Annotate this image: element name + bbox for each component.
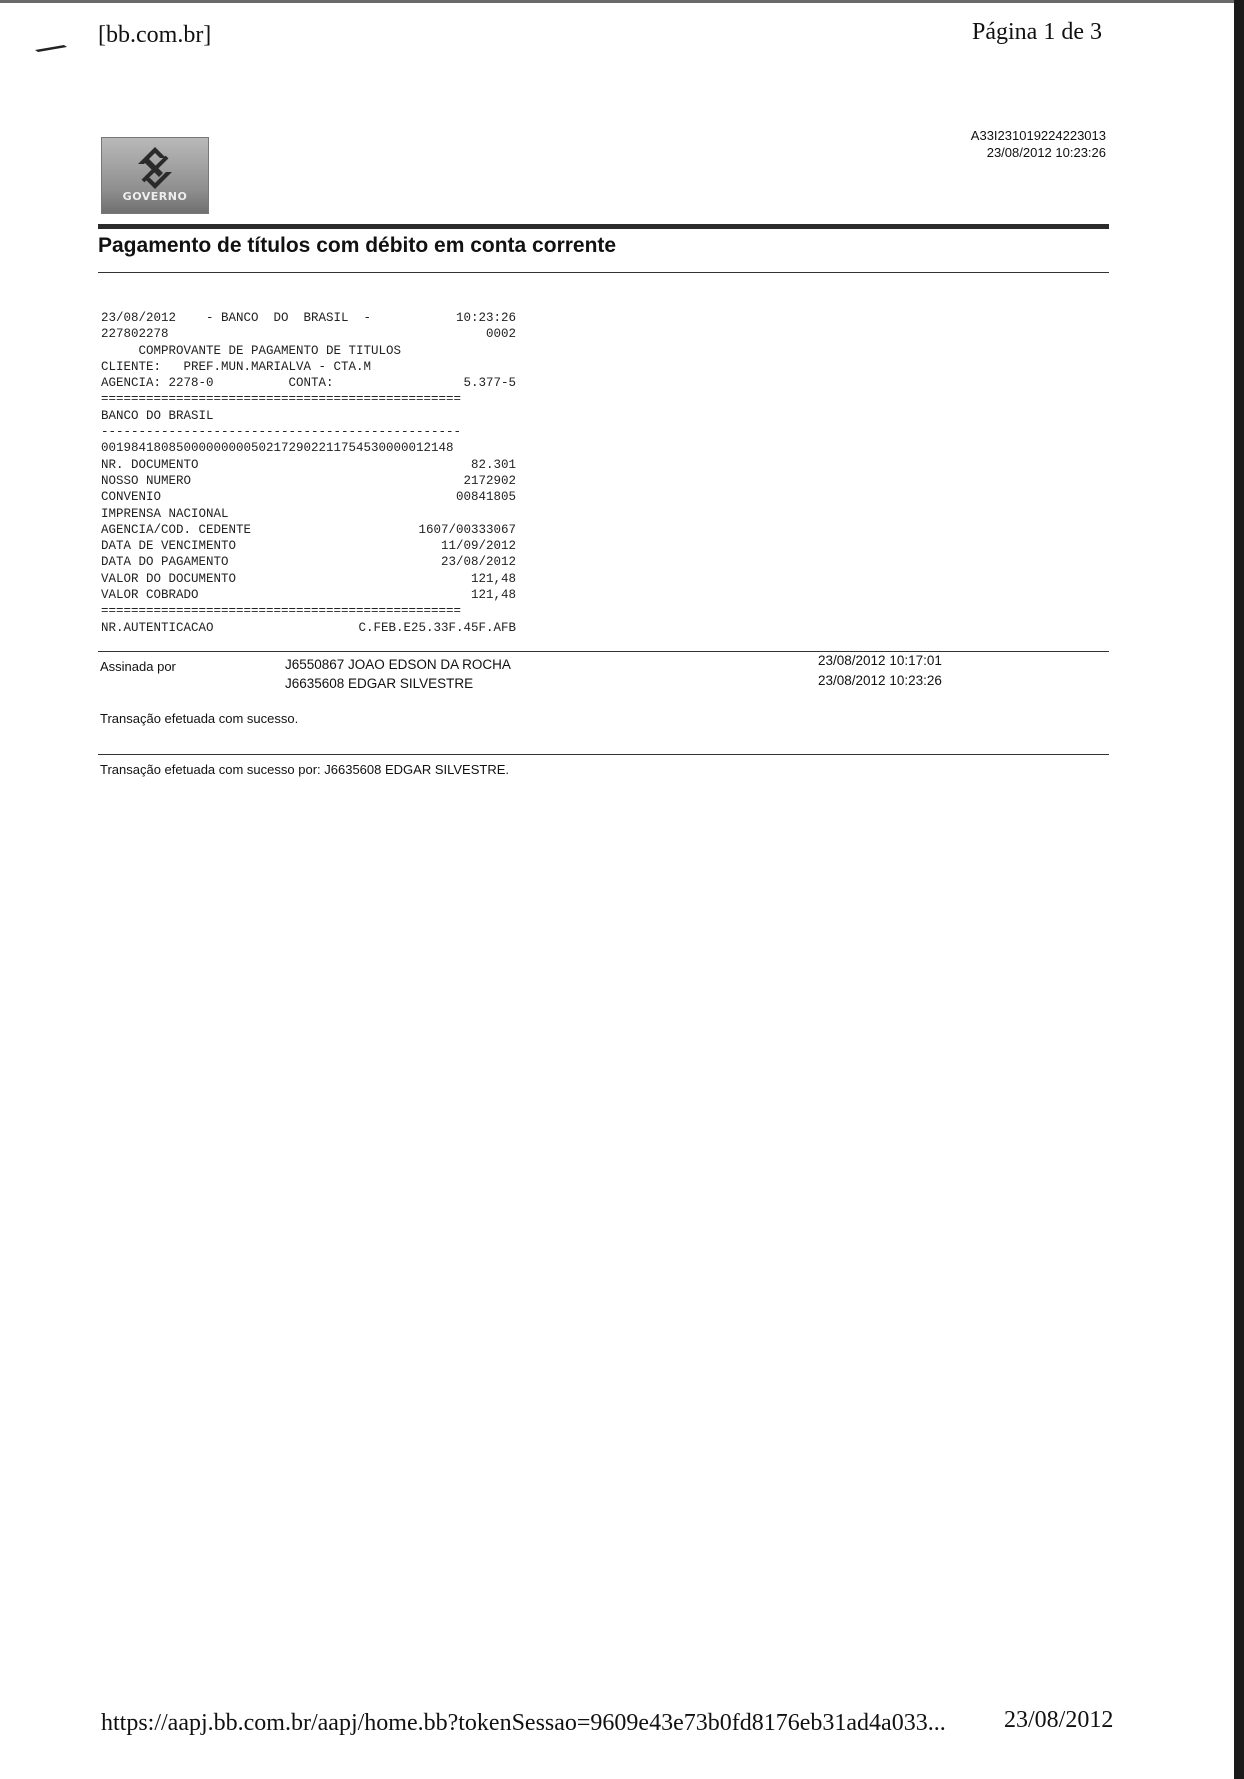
receipt-line-value: 10:23:26 (455, 311, 516, 325)
receipt-line (101, 538, 516, 554)
receipt-line (101, 457, 516, 473)
signer-name: J6635608 EDGAR SILVESTRE (285, 676, 474, 691)
pen-mark-icon (34, 44, 68, 52)
signer-name: J6550867 JOAO EDSON DA ROCHA (285, 657, 511, 672)
success-message: Transação efetuada com sucesso. (100, 711, 299, 726)
receipt-line (101, 343, 516, 359)
bank-logo (101, 137, 209, 214)
scan-edge-right (1234, 0, 1244, 1779)
receipt-line-value: 82.301 (470, 457, 516, 472)
receipt-line (101, 489, 516, 505)
receipt-line-label: NOSSO NUMERO (101, 473, 192, 488)
receipt-line (101, 391, 516, 407)
receipt-line (101, 506, 516, 522)
receipt-line-label: ================================================ (101, 604, 462, 619)
document-datetime: 23/08/2012 10:23:26 (986, 145, 1106, 160)
receipt-line (101, 359, 516, 375)
receipt-line-label: COMPROVANTE DE PAGAMENTO DE TITULOS (101, 343, 402, 358)
title-divider (98, 272, 1109, 273)
receipt-line (101, 522, 516, 538)
header-divider (98, 224, 1109, 229)
receipt-line-label: NR.AUTENTICACAO (101, 620, 214, 635)
receipt-line-value: 2172902 (463, 473, 516, 488)
receipt-line-label: VALOR COBRADO (101, 588, 199, 603)
receipt-line-label: ------------------------------------------------ (101, 425, 462, 440)
receipt-line-value: 0002 (485, 327, 516, 342)
receipt-line-label: AGENCIA: 2278-0 CONTA: (101, 376, 334, 391)
signer-timestamp: 23/08/2012 10:17:01 (818, 653, 942, 668)
logo-text: GOVERNO (122, 190, 188, 203)
browser-host: [bb.com.br] (98, 22, 212, 48)
receipt-line-label: 23/08/2012 - BANCO DO BRASIL - (101, 311, 372, 325)
receipt-line-label: IMPRENSA NACIONAL (101, 506, 229, 521)
final-status-message: Transação efetuada com sucesso por: J6635608 EDGAR SILVESTRE. (100, 762, 509, 777)
receipt-line-value: 11/09/2012 (440, 539, 516, 554)
receipt-line-label: NR. DOCUMENTO (101, 457, 199, 472)
receipt-line-value: 121,48 (470, 571, 516, 586)
receipt-line-label: 227802278 (101, 327, 169, 342)
receipt-line-label: VALOR DO DOCUMENTO (101, 571, 237, 586)
receipt-line (101, 587, 516, 603)
document-id: A33I231019224223013 (970, 128, 1106, 143)
final-divider (98, 754, 1109, 755)
receipt-line (101, 473, 516, 489)
receipt-line-label: CONVENIO (101, 490, 162, 505)
receipt-line-value: C.FEB.E25.33F.45F.AFB (358, 620, 516, 635)
receipt-line (101, 424, 516, 440)
receipt-line (101, 603, 516, 619)
receipt-line (101, 408, 516, 424)
receipt-line-label: BANCO DO BRASIL (101, 408, 214, 423)
receipt-line (101, 440, 516, 456)
receipt-line-label: DATA DE VENCIMENTO (101, 539, 237, 554)
receipt-line-label: 00198418085000000000502172902211754530000012148 (101, 441, 454, 456)
receipt-line-label: AGENCIA/COD. CEDENTE (101, 522, 252, 537)
receipt-line (101, 375, 516, 391)
receipt-line-label: ================================================ (101, 392, 462, 407)
payment-receipt (101, 310, 516, 636)
footer-date: 23/08/2012 (1004, 1707, 1114, 1733)
receipt-line (101, 620, 516, 636)
signer-timestamp: 23/08/2012 10:23:26 (818, 673, 942, 688)
receipt-line-value: 00841805 (455, 490, 516, 505)
receipt-line (101, 326, 516, 342)
banco-do-brasil-logo-icon (132, 145, 178, 191)
footer-url: https://aapj.bb.com.br/aapj/home.bb?tokenSessao=9609e43e73b0fd8176eb31ad4a033... (101, 1710, 946, 1736)
receipt-line-value: 1607/00333067 (418, 522, 516, 537)
receipt-line-value: 5.377-5 (463, 376, 516, 391)
page-title: Pagamento de títulos com débito em conta corrente (98, 234, 617, 257)
receipt-line (101, 554, 516, 570)
receipt-line (101, 310, 516, 326)
signed-by-label: Assinada por (100, 659, 176, 674)
page-number: Página 1 de 3 (972, 19, 1102, 45)
receipt-line-value: 23/08/2012 (440, 555, 516, 570)
receipt-line-label: CLIENTE: PREF.MUN.MARIALVA - CTA.M (101, 359, 372, 374)
receipt-line-value: 121,48 (470, 588, 516, 603)
scan-edge-top (0, 0, 1244, 3)
receipt-line (101, 571, 516, 587)
signature-divider (98, 651, 1109, 652)
receipt-line-label: DATA DO PAGAMENTO (101, 555, 229, 570)
